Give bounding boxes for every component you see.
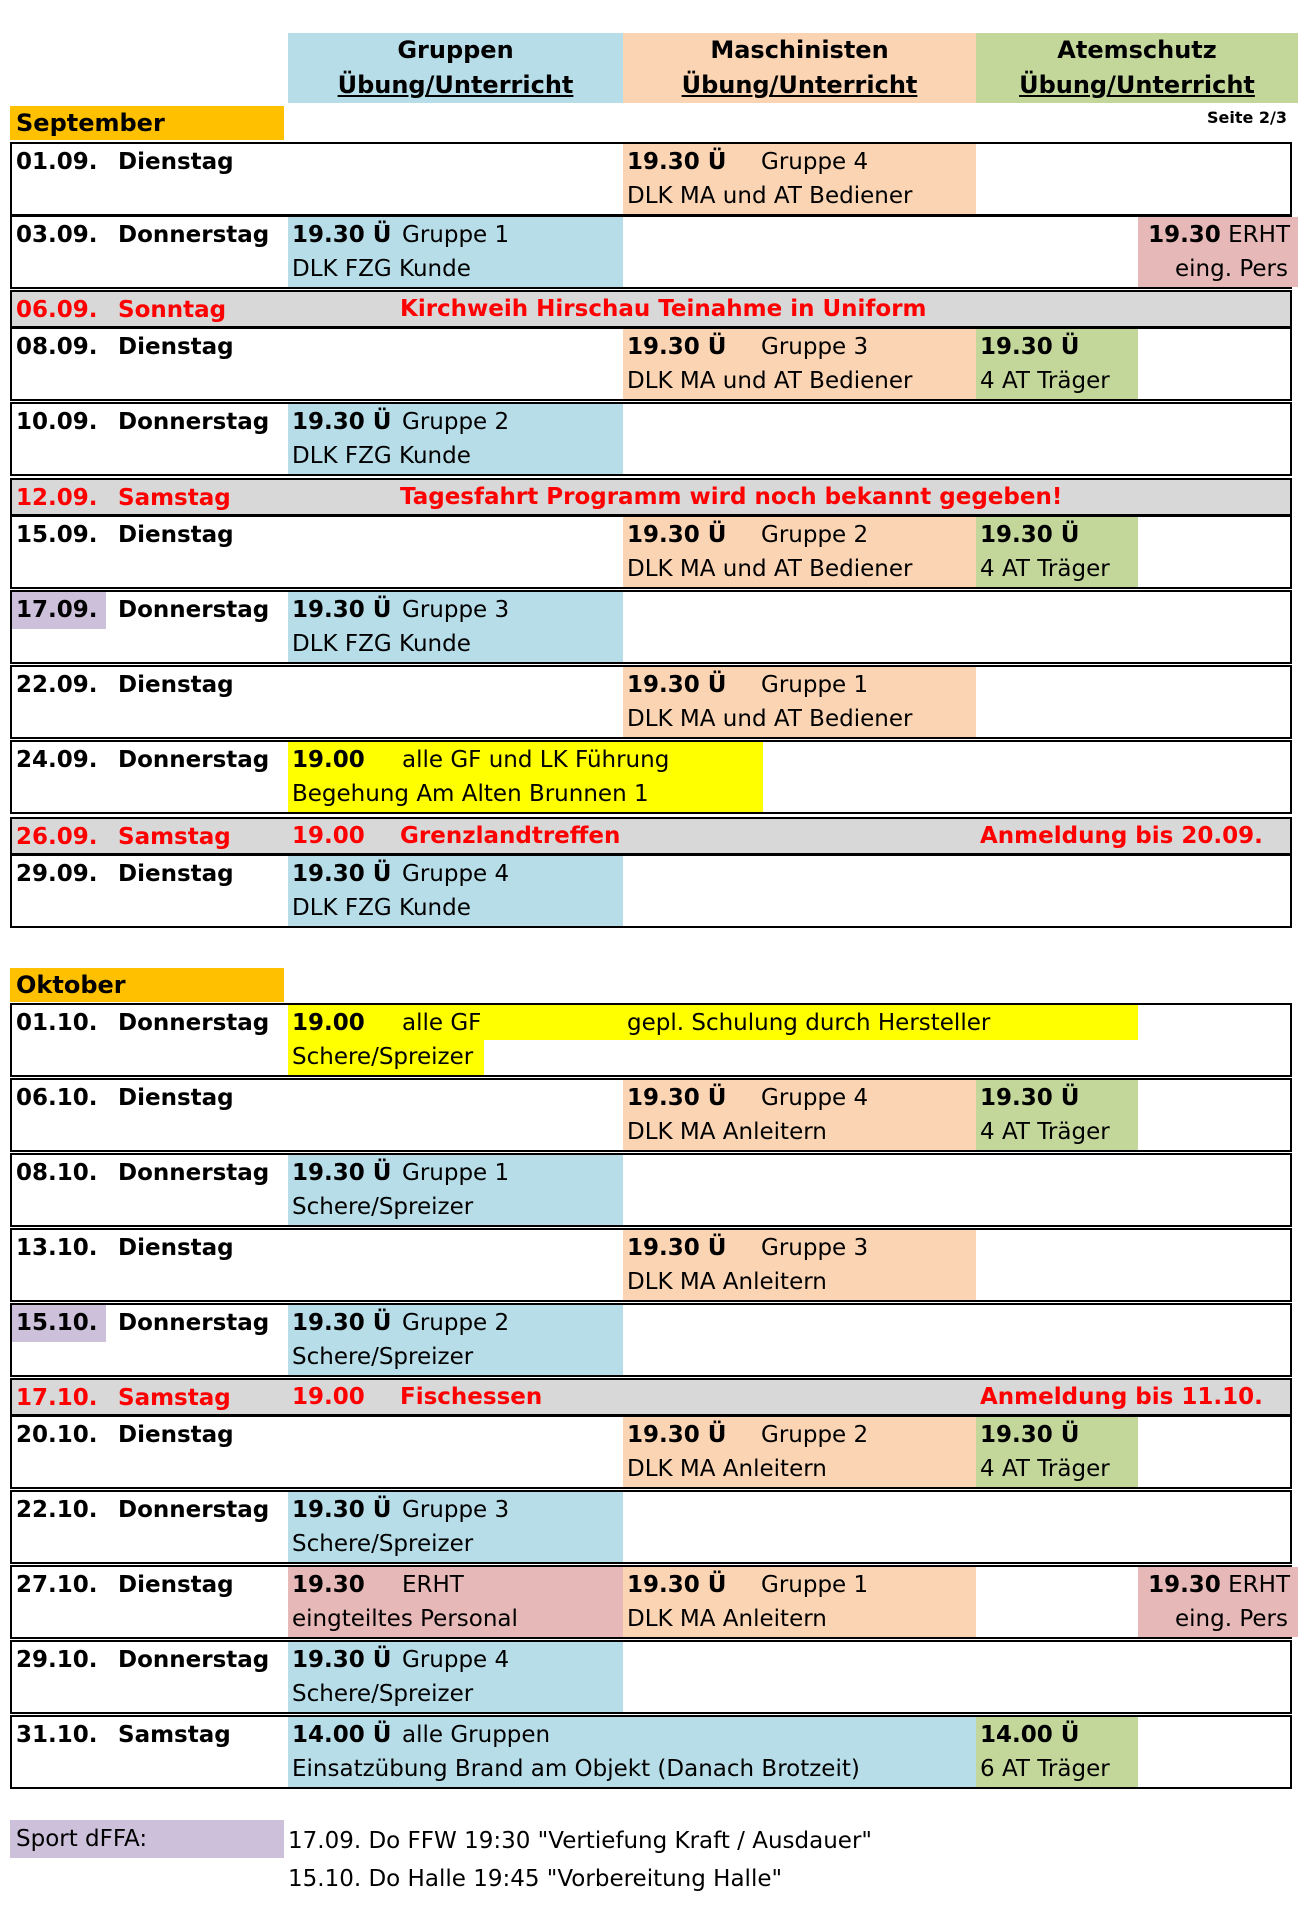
- schedule-row: [10, 1490, 1292, 1564]
- atemschutz-time: 19.30 Ü: [980, 334, 1080, 360]
- gruppen-cell: [288, 404, 623, 474]
- maschinisten-cell: [623, 1230, 976, 1300]
- event-row: [10, 290, 1292, 328]
- event-time: 19.00: [292, 1384, 365, 1410]
- erht-right-detail: eing. Pers: [1175, 256, 1288, 282]
- row-day: Donnerstag: [118, 1310, 270, 1336]
- schedule-row: [10, 402, 1292, 476]
- maschinisten-time: 19.30 Ü: [627, 334, 727, 360]
- schedule-row: [10, 215, 1292, 289]
- maschinisten-cell: [623, 1567, 976, 1637]
- page-number: Seite 2/3: [1206, 108, 1287, 127]
- erht-right-time: 19.30: [1148, 1572, 1221, 1598]
- row-date: 29.09.: [16, 861, 98, 887]
- atemschutz-cell: [976, 1080, 1138, 1150]
- erht-cell: [288, 1567, 623, 1637]
- gruppen-detail: DLK FZG Kunde: [292, 631, 471, 657]
- gruppen-detail: DLK FZG Kunde: [292, 895, 471, 921]
- highlight-detail: Schere/Spreizer: [292, 1044, 474, 1070]
- gruppen-detail: DLK FZG Kunde: [292, 256, 471, 282]
- maschinisten-time: 19.30 Ü: [627, 1085, 727, 1111]
- schedule-row: [10, 1565, 1292, 1639]
- row-day: Dienstag: [118, 522, 234, 548]
- maschinisten-detail: DLK MA und AT Bediener: [627, 368, 913, 394]
- erht-right-time: 19.30: [1148, 222, 1221, 248]
- row-date: 26.09.: [16, 824, 98, 850]
- schedule-row: [10, 1228, 1292, 1302]
- maschinisten-detail: DLK MA Anleitern: [627, 1269, 827, 1295]
- gruppen-group: alle Gruppen: [402, 1722, 551, 1748]
- gruppen-group: Gruppe 1: [402, 1160, 510, 1186]
- event-time: 19.00: [292, 823, 365, 849]
- gruppen-cell: [288, 1642, 623, 1712]
- atemschutz-detail: 4 AT Träger: [980, 368, 1110, 394]
- schedule-row: [10, 740, 1292, 814]
- erht-right-label: ERHT: [1228, 222, 1290, 248]
- row-date: 06.10.: [16, 1085, 98, 1111]
- gruppen-cell: [288, 1492, 623, 1562]
- gruppen-time: 19.30 Ü: [292, 222, 392, 248]
- schedule-row: [10, 854, 1292, 928]
- atemschutz-cell: [976, 1417, 1138, 1487]
- row-date: 01.09.: [16, 149, 98, 175]
- gruppen-time: 19.30 Ü: [292, 861, 392, 887]
- schedule-row: [10, 1715, 1292, 1789]
- highlight-time: 19.00: [292, 1010, 365, 1036]
- event-row: [10, 817, 1292, 855]
- row-date: 24.09.: [16, 747, 98, 773]
- maschinisten-time: 19.30 Ü: [627, 1572, 727, 1598]
- erht-right-line: [1148, 217, 1290, 254]
- maschinisten-time: 19.30 Ü: [627, 1235, 727, 1261]
- maschinisten-group: Gruppe 4: [761, 149, 869, 175]
- row-day: Dienstag: [118, 672, 234, 698]
- erht-time: 19.30: [292, 1572, 365, 1598]
- header-gruppen-subtitle: Übung/Unterricht: [337, 71, 574, 99]
- header-maschinisten: [623, 33, 976, 103]
- highlight-time: 19.00: [292, 747, 365, 773]
- schedule-row: [10, 665, 1292, 739]
- row-day: Donnerstag: [118, 747, 270, 773]
- row-day: Donnerstag: [118, 1647, 270, 1673]
- schedule-row: [10, 327, 1292, 401]
- row-date: 22.09.: [16, 672, 98, 698]
- erht-right-detail: eing. Pers: [1175, 1606, 1288, 1632]
- gruppen-group: Gruppe 4: [402, 861, 510, 887]
- schedule-row: [10, 1415, 1292, 1489]
- gruppen-cell: [288, 217, 623, 287]
- row-date: 17.10.: [16, 1385, 98, 1411]
- row-day: Dienstag: [118, 1422, 234, 1448]
- gruppen-time: 19.30 Ü: [292, 1160, 392, 1186]
- month-september: September: [10, 106, 284, 140]
- row-day: Dienstag: [118, 334, 234, 360]
- maschinisten-group: Gruppe 4: [761, 1085, 869, 1111]
- gruppen-time: 19.30 Ü: [292, 1310, 392, 1336]
- maschinisten-detail: DLK MA und AT Bediener: [627, 183, 913, 209]
- row-date: 22.10.: [16, 1497, 98, 1523]
- schedule-row: [10, 1303, 1292, 1377]
- atemschutz-cell: [976, 329, 1138, 399]
- maschinisten-detail: DLK MA Anleitern: [627, 1606, 827, 1632]
- row-day: Samstag: [118, 485, 231, 511]
- row-day: Sonntag: [118, 297, 227, 323]
- row-day: Dienstag: [118, 1235, 234, 1261]
- header-gruppen-title: Gruppen: [397, 36, 514, 64]
- gruppen-detail: Schere/Spreizer: [292, 1681, 474, 1707]
- gruppen-cell: [288, 1155, 623, 1225]
- event-title: Grenzlandtreffen: [400, 823, 621, 849]
- gruppen-group: Gruppe 4: [402, 1647, 510, 1673]
- row-date: 20.10.: [16, 1422, 98, 1448]
- gruppen-cell: [288, 1305, 623, 1375]
- row-day: Donnerstag: [118, 1497, 270, 1523]
- maschinisten-detail: DLK MA Anleitern: [627, 1456, 827, 1482]
- atemschutz-detail: 4 AT Träger: [980, 556, 1110, 582]
- maschinisten-group: Gruppe 2: [761, 522, 869, 548]
- header-maschinisten-title: Maschinisten: [710, 36, 889, 64]
- row-day: Dienstag: [118, 1085, 234, 1111]
- event-title: Fischessen: [400, 1384, 543, 1410]
- sport-line-2: 15.10. Do Halle 19:45 "Vorbereitung Halle": [288, 1866, 783, 1892]
- sport-label: Sport dFFA:: [10, 1820, 284, 1858]
- maschinisten-detail: DLK MA Anleitern: [627, 1119, 827, 1145]
- header-atemschutz: [976, 33, 1298, 103]
- atemschutz-detail: 6 AT Träger: [980, 1756, 1110, 1782]
- gruppen-time: 19.30 Ü: [292, 597, 392, 623]
- row-date: 08.10.: [16, 1160, 98, 1186]
- row-day: Samstag: [118, 824, 231, 850]
- month-oktober: Oktober: [10, 968, 284, 1002]
- event-note: Anmeldung bis 11.10.: [980, 1384, 1263, 1410]
- gruppen-cell: [288, 856, 623, 926]
- gruppen-detail: DLK FZG Kunde: [292, 443, 471, 469]
- row-day: Donnerstag: [118, 1010, 270, 1036]
- row-day: Samstag: [118, 1385, 231, 1411]
- row-day: Dienstag: [118, 1572, 234, 1598]
- gruppen-group: Gruppe 3: [402, 597, 510, 623]
- maschinisten-detail: DLK MA und AT Bediener: [627, 706, 913, 732]
- maschinisten-cell: [623, 1080, 976, 1150]
- gruppen-group: Gruppe 1: [402, 222, 510, 248]
- schedule-row: [10, 590, 1292, 664]
- gruppen-detail: Schere/Spreizer: [292, 1531, 474, 1557]
- row-date: 12.09.: [16, 485, 98, 511]
- row-date: 31.10.: [16, 1722, 98, 1748]
- schedule-row: [10, 1640, 1292, 1714]
- erht-detail: eingteiltes Personal: [292, 1606, 518, 1632]
- erht-right-cell: [1138, 1567, 1298, 1637]
- row-date: 29.10.: [16, 1647, 98, 1673]
- maschinisten-group: Gruppe 3: [761, 334, 869, 360]
- row-date: 15.10.: [16, 1310, 98, 1336]
- highlight-detail: Begehung Am Alten Brunnen 1: [292, 781, 649, 807]
- row-date: 15.09.: [16, 522, 98, 548]
- gruppen-detail: Schere/Spreizer: [292, 1194, 474, 1220]
- highlight-text-2: gepl. Schulung durch Hersteller: [627, 1010, 991, 1036]
- maschinisten-cell: [623, 329, 976, 399]
- gruppen-time: 19.30 Ü: [292, 409, 392, 435]
- schedule-row: [10, 1003, 1292, 1077]
- row-day: Dienstag: [118, 861, 234, 887]
- row-day: Dienstag: [118, 149, 234, 175]
- schedule-row: [10, 1078, 1292, 1152]
- schedule-row: [10, 1153, 1292, 1227]
- erht-label: ERHT: [402, 1572, 464, 1598]
- maschinisten-time: 19.30 Ü: [627, 522, 727, 548]
- gruppen-group: Gruppe 2: [402, 409, 510, 435]
- event-title: Kirchweih Hirschau Teinahme in Uniform: [400, 296, 927, 322]
- header-gruppen: [288, 33, 623, 103]
- gruppen-group: Gruppe 2: [402, 1310, 510, 1336]
- maschinisten-time: 19.30 Ü: [627, 149, 727, 175]
- event-row: [10, 1378, 1292, 1416]
- gruppen-wide-cell: [288, 1717, 976, 1787]
- gruppen-cell: [288, 592, 623, 662]
- erht-right-cell: [1138, 217, 1298, 287]
- gruppen-detail: Schere/Spreizer: [292, 1344, 474, 1370]
- maschinisten-detail: DLK MA und AT Bediener: [627, 556, 913, 582]
- maschinisten-group: Gruppe 1: [761, 672, 869, 698]
- gruppen-time: 19.30 Ü: [292, 1497, 392, 1523]
- maschinisten-cell: [623, 144, 976, 214]
- atemschutz-time: 14.00 Ü: [980, 1722, 1080, 1748]
- schedule-row: [10, 142, 1292, 216]
- highlight-text: alle GF: [402, 1010, 482, 1036]
- maschinisten-time: 19.30 Ü: [627, 1422, 727, 1448]
- schedule-row: [10, 515, 1292, 589]
- highlight-text: alle GF und LK Führung: [402, 747, 670, 773]
- gruppen-time: 14.00 Ü: [292, 1722, 392, 1748]
- sport-line-1: 17.09. Do FFW 19:30 "Vertiefung Kraft / Ausdauer": [288, 1828, 872, 1854]
- gruppen-detail: Einsatzübung Brand am Objekt (Danach Brotzeit): [292, 1756, 860, 1782]
- row-date: 01.10.: [16, 1010, 98, 1036]
- atemschutz-time: 19.30 Ü: [980, 1422, 1080, 1448]
- row-day: Donnerstag: [118, 1160, 270, 1186]
- row-day: Samstag: [118, 1722, 231, 1748]
- maschinisten-cell: [623, 667, 976, 737]
- atemschutz-detail: 4 AT Träger: [980, 1456, 1110, 1482]
- maschinisten-cell: [623, 1417, 976, 1487]
- maschinisten-group: Gruppe 3: [761, 1235, 869, 1261]
- row-day: Donnerstag: [118, 409, 270, 435]
- erht-right-label: ERHT: [1228, 1572, 1290, 1598]
- maschinisten-group: Gruppe 1: [761, 1572, 869, 1598]
- row-date: 10.09.: [16, 409, 98, 435]
- row-day: Donnerstag: [118, 597, 270, 623]
- header-maschinisten-subtitle: Übung/Unterricht: [681, 71, 918, 99]
- maschinisten-group: Gruppe 2: [761, 1422, 869, 1448]
- header-atemschutz-title: Atemschutz: [1057, 36, 1217, 64]
- event-row: [10, 478, 1292, 516]
- event-title: Tagesfahrt Programm wird noch bekannt gegeben!: [400, 484, 1063, 510]
- atemschutz-time: 19.30 Ü: [980, 1085, 1080, 1111]
- atemschutz-time: 19.30 Ü: [980, 522, 1080, 548]
- row-date: 03.09.: [16, 222, 98, 248]
- event-note: Anmeldung bis 20.09.: [980, 823, 1263, 849]
- maschinisten-time: 19.30 Ü: [627, 672, 727, 698]
- maschinisten-cell: [623, 517, 976, 587]
- atemschutz-cell: [976, 1717, 1138, 1787]
- row-date: 27.10.: [16, 1572, 98, 1598]
- atemschutz-detail: 4 AT Träger: [980, 1119, 1110, 1145]
- row-date: 13.10.: [16, 1235, 98, 1261]
- atemschutz-cell: [976, 517, 1138, 587]
- row-day: Donnerstag: [118, 222, 270, 248]
- row-date: 06.09.: [16, 297, 98, 323]
- gruppen-group: Gruppe 3: [402, 1497, 510, 1523]
- erht-right-line: [1148, 1567, 1290, 1604]
- gruppen-time: 19.30 Ü: [292, 1647, 392, 1673]
- row-date: 08.09.: [16, 334, 98, 360]
- row-date: 17.09.: [16, 597, 98, 623]
- header-atemschutz-subtitle: Übung/Unterricht: [1019, 71, 1255, 99]
